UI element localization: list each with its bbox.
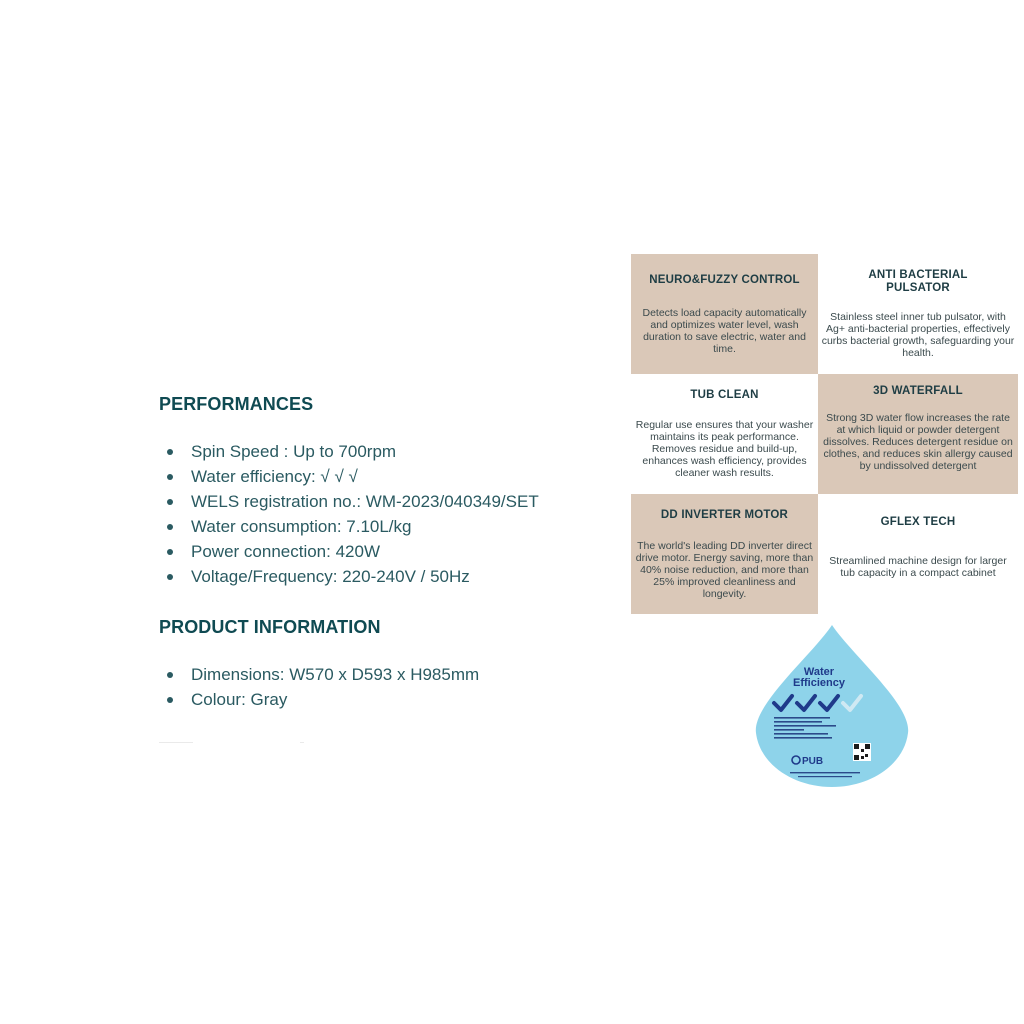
feature-card-anti-bacterial [818, 254, 1018, 374]
feature-title: GFLEX TECH [880, 516, 956, 528]
feature-body: Strong 3D water flow increases the rate at which liquid or powder detergent dissolves. Reduces detergent residue on clothes, and reduces skin allergy caused by undissolved detergent [823, 412, 1013, 472]
feature-card-gflex-tech [818, 494, 1018, 614]
feature-body: The world's leading DD inverter direct drive motor. Energy saving, more than 40% noise reduction, and more than 25% improved cleanliness and longevity. [635, 540, 814, 600]
label-brand: PUB [802, 756, 824, 767]
feature-title: NEURO&FUZZY CONTROL [649, 274, 800, 286]
feature-card-3d-waterfall [818, 374, 1018, 494]
water-efficiency-label [752, 625, 912, 787]
list-item: Voltage/Frequency: 220-240V / 50Hz [166, 564, 539, 589]
divider [300, 742, 304, 743]
divider [159, 742, 193, 743]
list-item: Dimensions: W570 x D593 x H985mm [166, 662, 479, 687]
list-item: Water efficiency: √ √ √ [166, 464, 539, 489]
feature-grid [631, 254, 1024, 614]
label-title-line2: Efficiency [793, 677, 845, 689]
list-item: WELS registration no.: WM-2023/040349/SET [166, 489, 539, 514]
feature-title: TUB CLEAN [690, 389, 759, 401]
list-item: Spin Speed : Up to 700rpm [166, 439, 539, 464]
performances-heading: PERFORMANCES [159, 394, 314, 414]
feature-card-neuro-fuzzy [631, 254, 818, 374]
feature-card-dd-inverter [631, 494, 818, 614]
feature-body: Stainless steel inner tub pulsator, with Ag+ anti-bacterial properties, effectively curbs bacterial growth, safeguarding your health. [821, 311, 1015, 359]
feature-body: Streamlined machine design for larger tub capacity in a compact cabinet [829, 555, 1007, 579]
product-information-heading: PRODUCT INFORMATION [159, 617, 381, 637]
label-title-line1: Water [803, 666, 835, 678]
list-item: Colour: Gray [166, 687, 479, 712]
feature-body: Detects load capacity automatically and optimizes water level, wash duration to save electric, water and time. [642, 307, 807, 355]
list-item: Water consumption: 7.10L/kg [166, 514, 539, 539]
feature-title: ANTI BACTERIAL PULSATOR [868, 269, 968, 294]
list-item: Power connection: 420W [166, 539, 539, 564]
performances-list [166, 439, 539, 589]
feature-body: Regular use ensures that your washer maintains its peak performance. Removes residue and build-up, enhances wash efficiency, provides cleaner wash results. [635, 419, 814, 479]
qr-code-icon [853, 743, 871, 761]
feature-title: DD INVERTER MOTOR [660, 509, 789, 521]
product-information-list [166, 662, 479, 712]
feature-card-tub-clean [631, 374, 818, 494]
feature-title: 3D WATERFALL [873, 385, 963, 397]
